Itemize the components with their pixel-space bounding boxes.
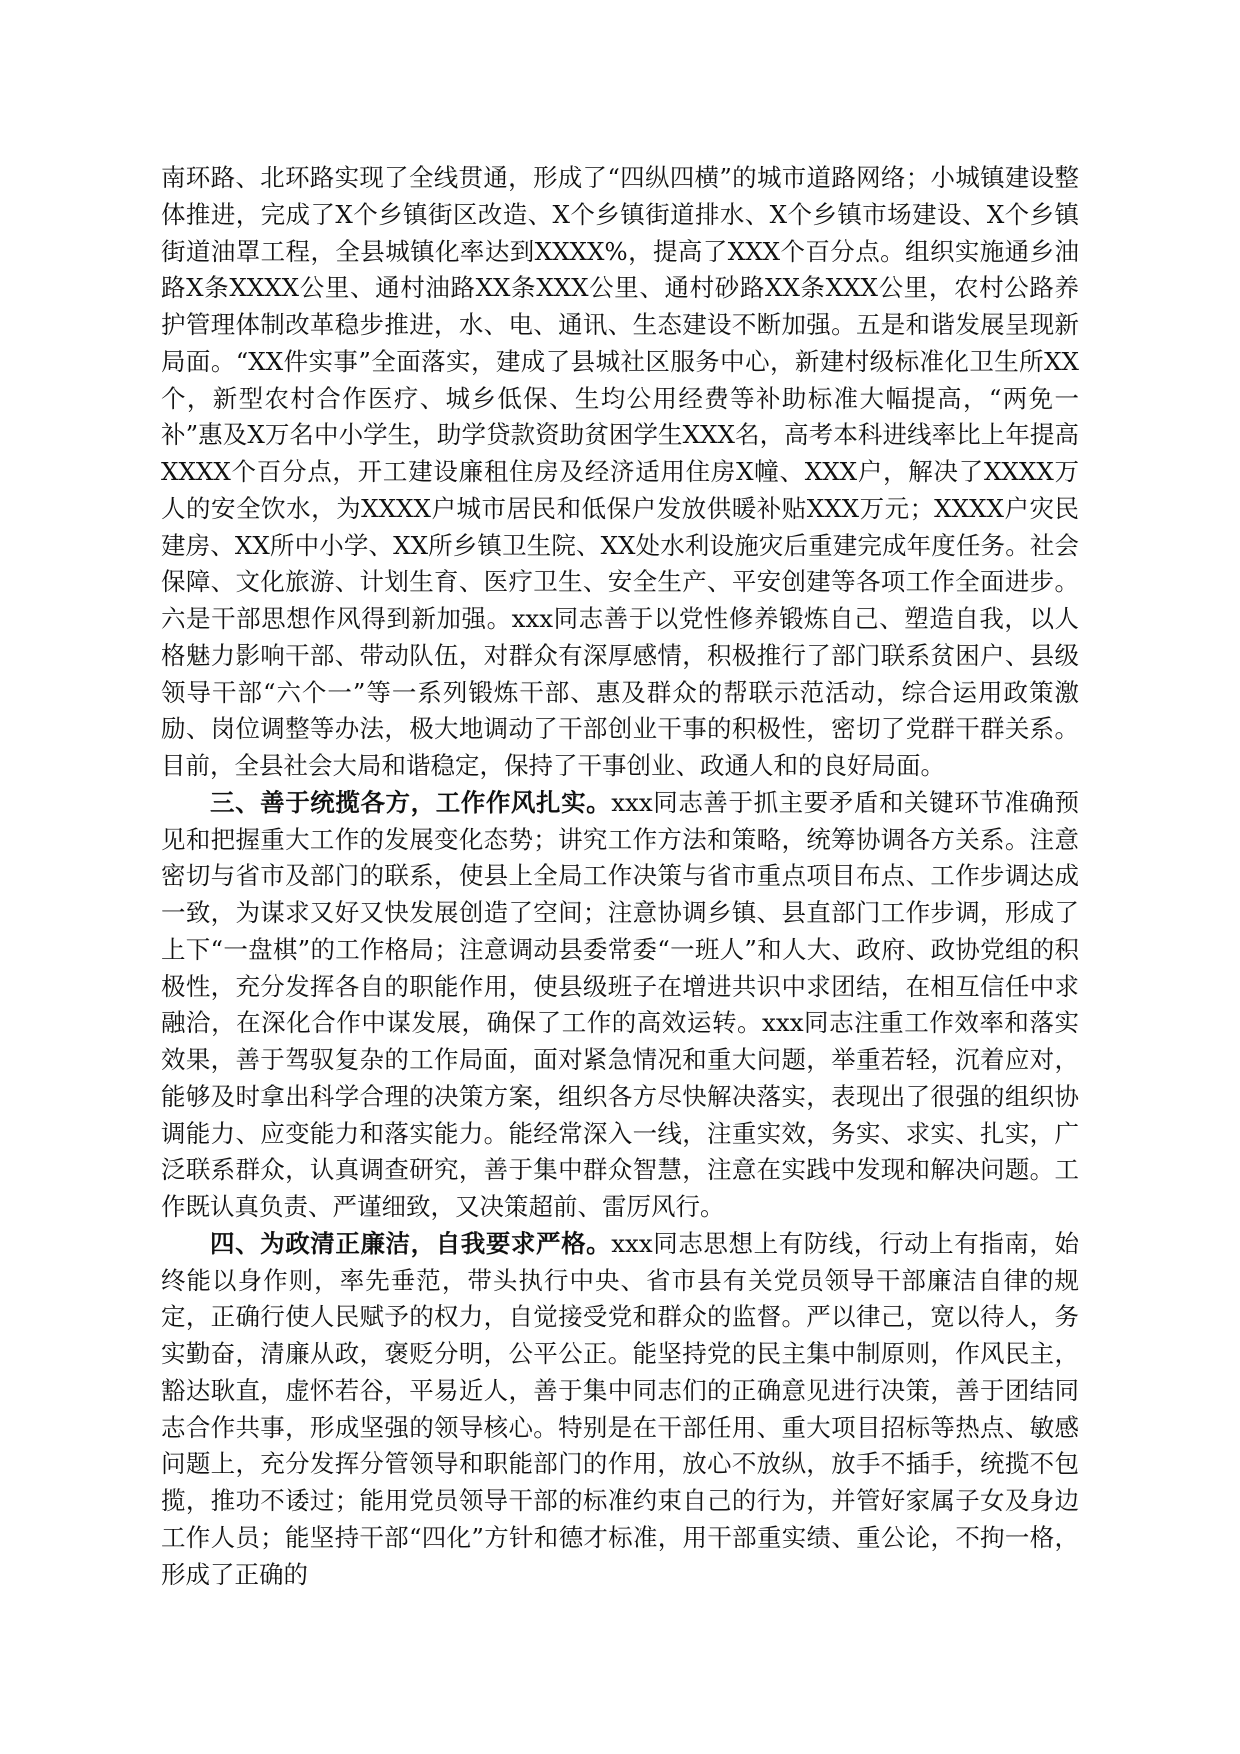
section-three-heading: 三、善于统揽各方，工作作风扎实。 <box>210 787 612 817</box>
document-body <box>161 160 1079 1593</box>
paragraph-section-four <box>161 1226 1079 1594</box>
paragraph-section-three <box>161 785 1079 1226</box>
paragraph-text: 南环路、北环路实现了全线贯通，形成了“四纵四横”的城市道路网络；小城镇建设整体推进，完成了X个乡镇街区改造、X个乡镇街道排水、X个乡镇市场建设、X个乡镇街道油罩工程，全县城镇化率达到XXXX%，提高了XXX个百分点。组织实施通乡油路X条XXXX公里、通村油路XX条XXX公里、通村砂路XX条XXX公里，农村公路养护管理体制改革稳步推进，水、电、通讯、生态建设不断加强。五是和谐发展呈现新局面。“XX件实事”全面落实，建成了县城社区服务中心，新建村级标准化卫生所XX个，新型农村合作医疗、城乡低保、生均公用经费等补助标准大幅提高，“两免一补”惠及X万名中小学生，助学贷款资助贫困学生XXX名，高考本科进线率比上年提高XXXX个百分点，开工建设廉租住房及经济适用住房X幢、XXX户，解决了XXXX万人的安全饮水，为XXXX户城市居民和低保户发放供暖补贴XXX万元；XXXX户灾民建房、XX所中小学、XX所乡镇卫生院、XX处水利设施灾后重建完成年度任务。社会保障、文化旅游、计划生育、医疗卫生、安全生产、平安创建等各项工作全面进步。六是干部思想作风得到新加强。xxx同志善于以党性修养锻炼自己、塑造自我，以人格魅力影响干部、带动队伍，对群众有深厚感情，积极推行了部门联系贫困户、县级领导干部“六个一”等一系列锻炼干部、惠及群众的帮联示范活动，综合运用政策激励、岗位调整等办法，极大地调动了干部创业干事的积极性，密切了党群干群关系。目前，全县社会大局和谐稳定，保持了干事创业、政通人和的良好局面。 <box>161 163 1079 780</box>
paragraph-text: xxx同志思想上有防线，行动上有指南，始终能以身作则，率先垂范，带头执行中央、省市县有关党员领导干部廉洁自律的规定，正确行使人民赋予的权力，自觉接受党和群众的监督。严以律己，宽以待人，务实勤奋，清廉从政，褒贬分明，公平公正。能坚持党的民主集中制原则，作风民主，豁达耿直，虚怀若谷，平易近人，善于集中同志们的正确意见进行决策，善于团结同志合作共事，形成坚强的领导核心。特别是在干部任用、重大项目招标等热点、敏感问题上，充分发挥分管领导和职能部门的作用，放心不放纵，放手不插手，统揽不包揽，推功不诿过；能用党员领导干部的标准约束自己的行为，并管好家属子女及身边工作人员；能坚持干部“四化”方针和德才标准，用干部重实绩、重公论，不拘一格，形成了正确的 <box>161 1228 1079 1589</box>
section-four-heading: 四、为政清正廉洁，自我要求严格。 <box>210 1228 612 1258</box>
paragraph-text: xxx同志善于抓主要矛盾和关键环节准确预见和把握重大工作的发展变化态势；讲究工作方法和策略，统筹协调各方关系。注意密切与省市及部门的联系，使县上全局工作决策与省市重点项目布点、工作步调达成一致，为谋求又好又快发展创造了空间；注意协调乡镇、县直部门工作步调，形成了上下“一盘棋”的工作格局；注意调动县委常委“一班人”和人大、政府、政协党组的积极性，充分发挥各自的职能作用，使县级班子在增进共识中求团结，在相互信任中求融洽，在深化合作中谋发展，确保了工作的高效运转。xxx同志注重工作效率和落实效果，善于驾驭复杂的工作局面，面对紧急情况和重大问题，举重若轻，沉着应对，能够及时拿出科学合理的决策方案，组织各方尽快解决落实，表现出了很强的组织协调能力、应变能力和落实能力。能经常深入一线，注重实效，务实、求实、扎实，广泛联系群众，认真调查研究，善于集中群众智慧，注意在实践中发现和解决问题。工作既认真负责、严谨细致，又决策超前、雷厉风行。 <box>161 787 1079 1221</box>
paragraph-continuation <box>161 160 1079 785</box>
